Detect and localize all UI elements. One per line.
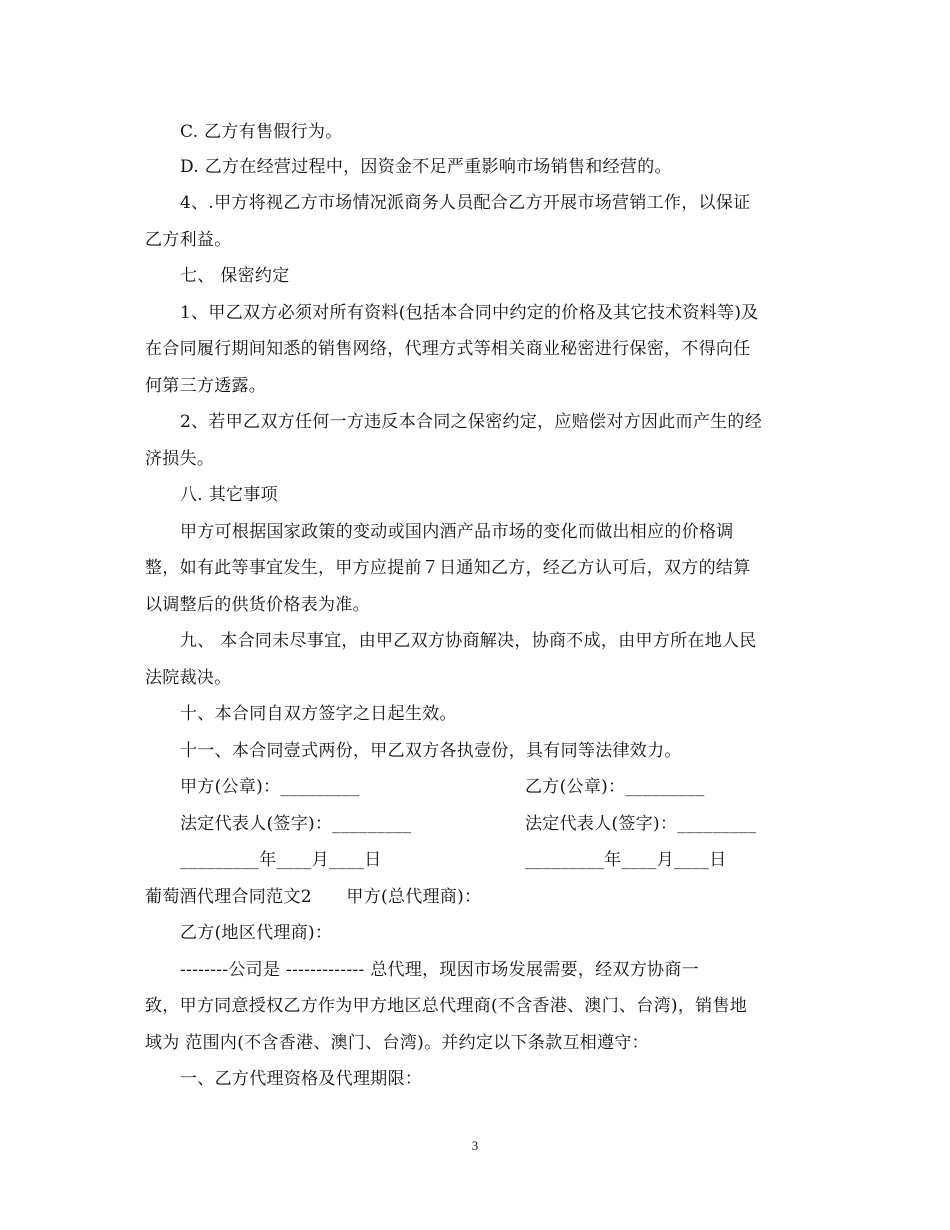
intro-paragraph-cont-1: 致，甲方同意授权乙方作为甲方地区总代理商(不含香港、澳门、台湾)，销售地 [145,996,748,1016]
intro-paragraph-cont-2: 域为 范围内(不含香港、澳门、台湾)。并约定以下条款互相遵守： [145,1033,649,1053]
clause-9-cont: 法院裁决。 [145,668,232,688]
section-heading-7: 七、 保密约定 [180,266,290,286]
clause-11: 十一、本合同壹式两份，甲乙双方各执壹份，具有同等法律效力。 [180,741,682,761]
clause-8-cont-1: 整，如有此等事宜发生，甲方应提前７日通知乙方，经乙方认可后，双方的结算 [145,558,751,578]
party-a-date: _________年____月____日 [180,850,382,870]
clause-7-2: 2、若甲乙双方任何一方违反本合同之保密约定，应赔偿对方因此而产生的经 [180,412,763,432]
party-b-label: 乙方(地区代理商)： [180,923,333,943]
party-a-seal: 甲方(公章)：_________ [180,777,360,797]
clause-8-cont-2: 以调整后的供货价格表为准。 [145,595,370,615]
clause-8: 甲方可根据国家政策的变动或国内酒产品市场的变化而做出相应的价格调 [180,522,734,542]
clause-7-1-cont-1: 在合同履行期间知悉的销售网络，代理方式等相关商业秘密进行保密，不得向任 [145,339,751,359]
party-a-representative: 法定代表人(签字)：_________ [180,814,412,834]
party-b-date: _________年____月____日 [525,850,727,870]
clause-7-2-cont: 济损失。 [145,449,215,469]
clause-7-1: 1、甲乙双方必须对所有资料(包括本合同中约定的价格及其它技术资料等)及 [180,303,759,323]
page-number: 3 [471,1138,479,1153]
party-b-seal: 乙方(公章)：_________ [525,777,705,797]
clause-10: 十、本合同自双方签字之日起生效。 [180,704,457,724]
clause-7-1-cont-2: 何第三方透露。 [145,376,267,396]
clause-d: D. 乙方在经营过程中，因资金不足严重影响市场销售和经营的。 [180,157,672,177]
clause-c: C. 乙方有售假行为。 [180,122,343,142]
clause-4-cont: 乙方利益。 [145,230,232,250]
section-heading-8: 八. 其它事项 [180,485,278,505]
clause-4: 4、.甲方将视乙方市场情况派商务人员配合乙方开展市场营销工作，以保证 [180,193,751,213]
intro-paragraph: --------公司是 ------------- 总代理，现因市场发展需要，经双方协商一 [180,960,699,980]
section-heading-1: 一、乙方代理资格及代理期限： [180,1069,423,1089]
party-b-representative: 法定代表人(签字)：_________ [525,814,757,834]
clause-9: 九、 本合同未尽事宜，由甲乙双方协商解决，协商不成，由甲方所在地人民 [180,631,757,651]
section-title-2: 葡萄酒代理合同范文2 甲方(总代理商)： [145,887,482,907]
